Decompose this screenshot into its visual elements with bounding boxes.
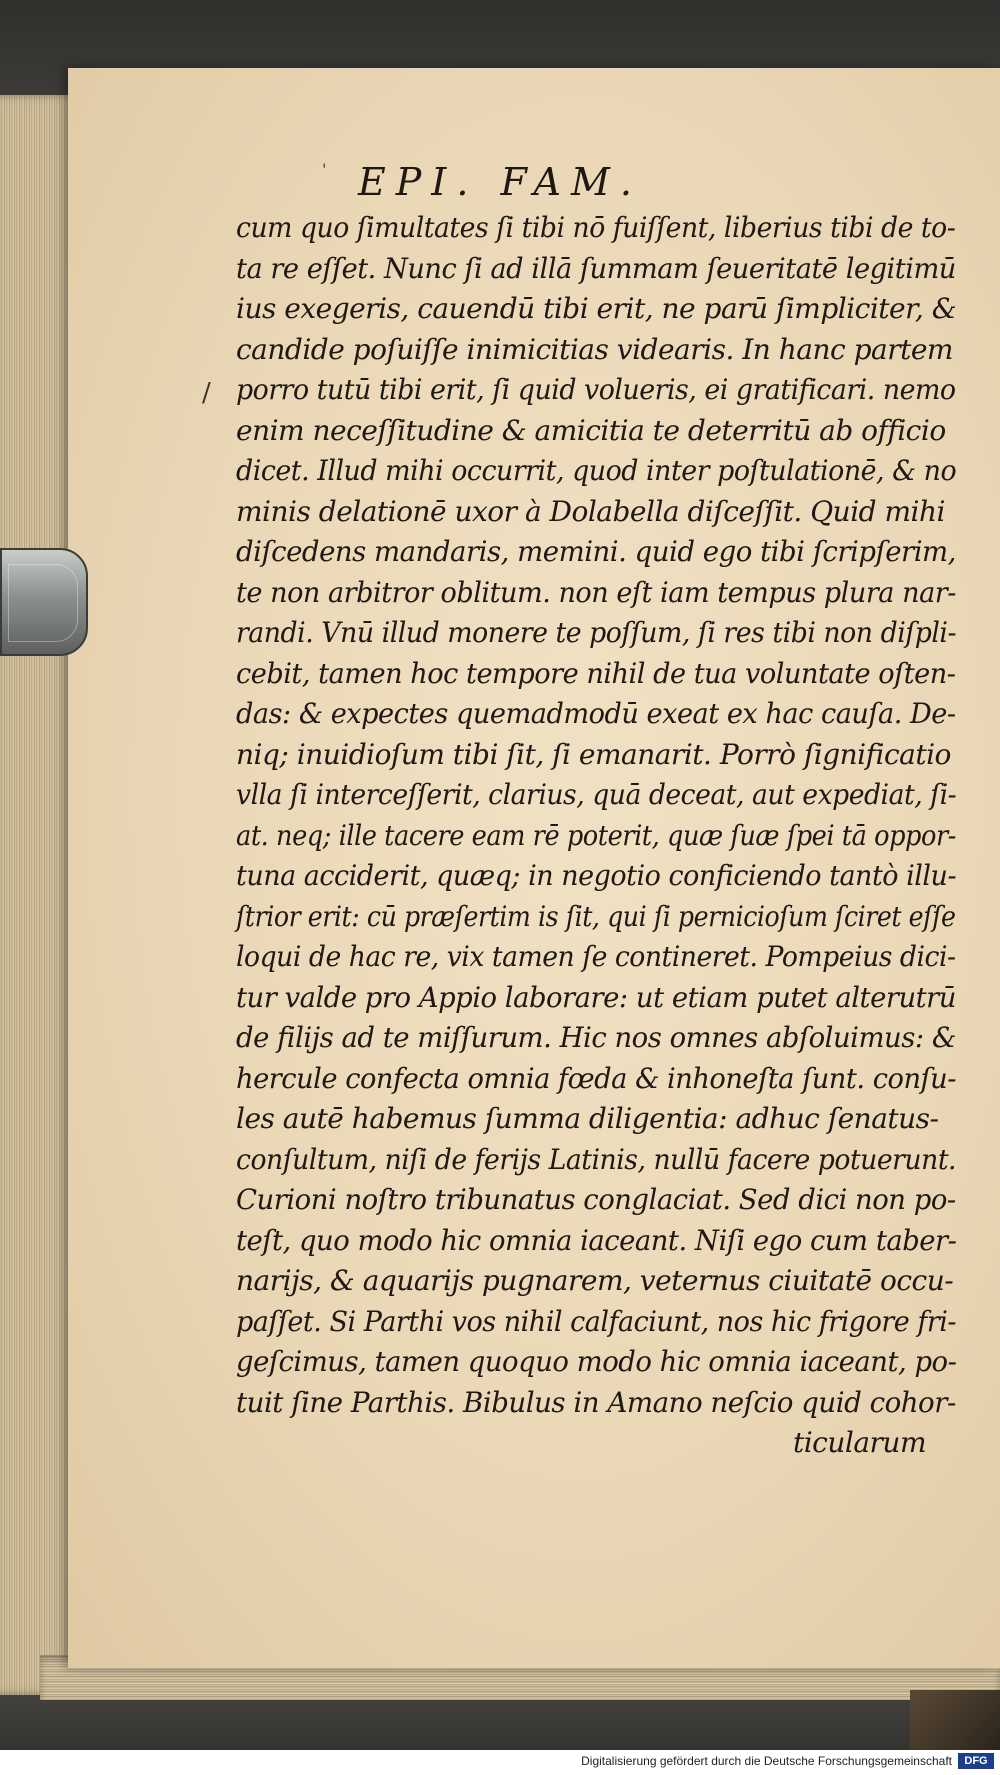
text-line: enim neceſſitudine & amicitia te deterritū ab officio bbox=[236, 413, 946, 447]
dfg-logo: DFG bbox=[958, 1753, 994, 1769]
text-line: loqui de hac re, vix tamen ſe contineret. Pompeius dici- bbox=[236, 940, 956, 973]
text-line: ta re eſſet. Nunc ſi ad illā ſummam ſeueritatē legitimū bbox=[236, 251, 956, 285]
margin-mark: / bbox=[202, 378, 211, 408]
text-line: cum quo ſimultates ſi tibi nō fuiſſent, liberius tibi de to- bbox=[236, 211, 956, 244]
text-line: ius exegeris, cauendū tibi erit, ne parū ſimpliciter, & bbox=[236, 292, 957, 325]
text-line: te non arbitror oblitum. non eſt iam tempus plura nar- bbox=[236, 575, 956, 609]
running-head: EPI. FAM. bbox=[358, 160, 642, 204]
text-line: randi. Vnū illud monere te poſſum, ſi res tibi non diſpli- bbox=[236, 616, 957, 649]
binding-corner bbox=[910, 1690, 1000, 1750]
text-line: hercule confecta omnia fœda & inhoneſta ſunt. conſu- bbox=[236, 1061, 956, 1095]
text-line: porro tutū tibi erit, ſi quid volueris, ei gratificari. nemo bbox=[236, 373, 956, 406]
text-line: tur valde pro Appio laborare: ut etiam putet alterutrū bbox=[236, 980, 956, 1014]
text-block bbox=[236, 208, 956, 1464]
text-line: les autē habemus ſumma diligentia: adhuc ſenatus- bbox=[236, 1102, 939, 1135]
text-line: paſſet. Si Parthi vos nihil calfaciunt, nos hic frigore fri- bbox=[236, 1304, 957, 1338]
text-line: ſtrior erit: cū præſertim is ſit, qui ſi pernicioſum ſciret eſſe bbox=[236, 899, 956, 933]
text-line: de filijs ad te miſſurum. Hic nos omnes abſoluimus: & bbox=[236, 1021, 956, 1054]
text-line: diſcedens mandaris, memini. quid ego tibi ſcripſerim, bbox=[236, 535, 956, 568]
text-line: geſcimus, tamen quoquo modo hic omnia iaceant, po- bbox=[236, 1345, 957, 1378]
text-line: tuna acciderit, quæq; in negotio conficiendo tantò illu- bbox=[236, 859, 957, 892]
text-line: das: & expectes quemadmodū exeat ex hac cauſa. De- bbox=[236, 697, 956, 730]
folio-mark: ' bbox=[322, 160, 327, 179]
text-line: tuit ſine Parthis. Bibulus in Amano neſcio quid cohor- bbox=[236, 1385, 956, 1419]
catchword: ticularum bbox=[792, 1426, 926, 1459]
text-line: at. neq; ille tacere eam rē poterit, quæ ſuæ ſpei tā oppor- bbox=[236, 818, 956, 852]
text-line: vlla ſi interceſſerit, clarius, quā deceat, aut expediat, ſi- bbox=[236, 778, 957, 811]
funding-credit: Digitalisierung gefördert durch die Deutsche Forschungsgemeinschaft bbox=[581, 1754, 952, 1768]
text-line: minis delationē uxor à Dolabella diſceſſit. Quid mihi bbox=[236, 494, 945, 528]
text-line: niq; inuidioſum tibi ſit, ſi emanarit. Porrò ſignificatio bbox=[236, 737, 951, 771]
text-line: cebit, tamen hoc tempore nihil de tua voluntate oſten- bbox=[236, 656, 956, 690]
text-line: Curioni noſtro tribunatus conglaciat. Sed dici non po- bbox=[236, 1183, 956, 1216]
page-edges-left bbox=[0, 95, 78, 1695]
text-line: conſultum, niſi de ferijs Latinis, nullū facere potuerunt. bbox=[236, 1142, 957, 1176]
text-line: dicet. Illud mihi occurrit, quod inter poſtulationē, & no bbox=[236, 454, 957, 487]
book-clasp bbox=[0, 548, 88, 656]
text-line: narijs, & aquarijs pugnarem, veternus ciuitatē occu- bbox=[236, 1264, 954, 1297]
text-line: candide poſuiſſe inimicitias videaris. In hanc partem bbox=[236, 332, 953, 366]
text-line: teſt, quo modo hic omnia iaceant. Niſi ego cum taber- bbox=[236, 1223, 957, 1257]
